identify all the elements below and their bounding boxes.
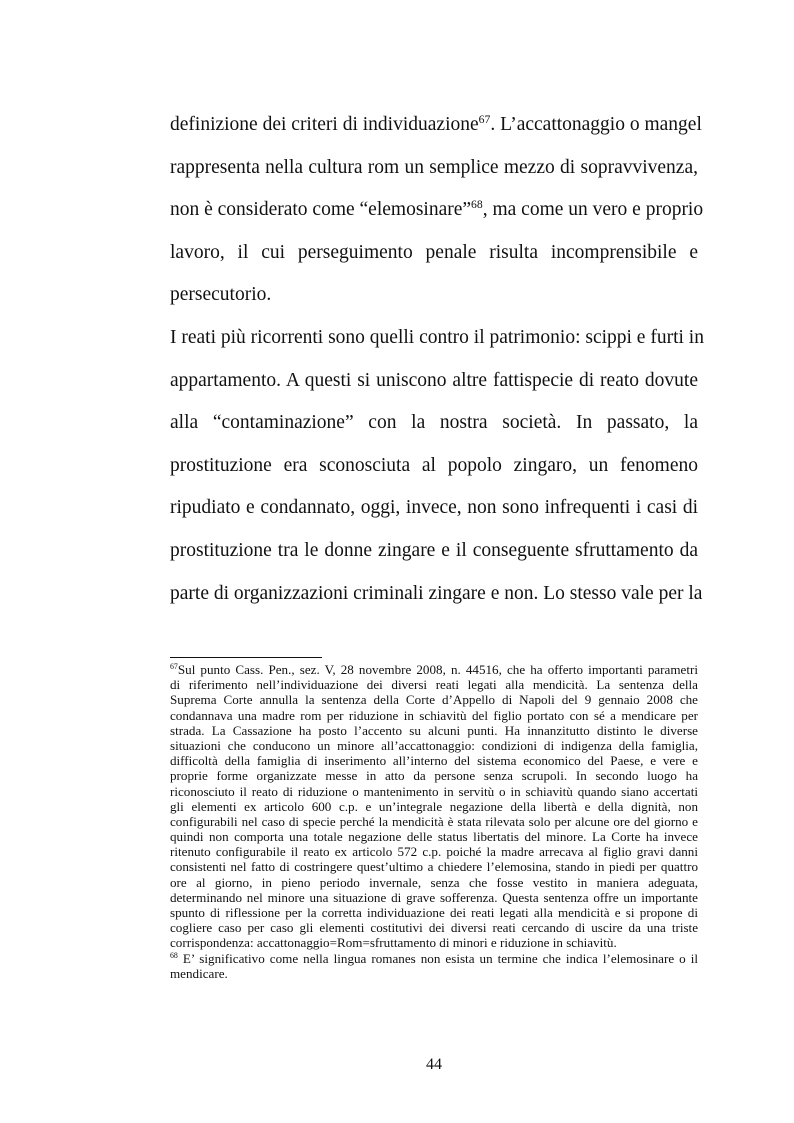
body-line-5: persecutorio. [170, 284, 272, 306]
footnote-67-line: gli elementi ex articolo 600 c.p. e un’integrale negazione della libertà e della dignità, non [170, 798, 698, 814]
body-line-6: I reati più ricorrenti sono quelli contro il patrimonio: scippi e furti in [170, 326, 704, 348]
footnote-ref-68[interactable]: 68 [471, 198, 483, 212]
main-text [170, 104, 704, 615]
footnote-68-line: mendicare. [170, 965, 228, 981]
footnote-67-line: corrispondenza: accattonaggio=Rom=sfruttamento di minori e riduzione in schiavitù. [170, 935, 617, 951]
page-number: 44 [426, 1056, 442, 1073]
footnote-68-line [170, 951, 698, 966]
footnote-67-line: cogliere caso per caso gli elementi costitutivi dei diversi reati cercando di uscire da una triste [170, 920, 698, 936]
body-line-10: ripudiato e condannato, oggi, invece, non sono infrequenti i casi di [170, 497, 698, 519]
footnote-67-line: di riferimento nell’individuazione dei diversi reati legati alla mendicità. La sentenza della [170, 677, 698, 693]
footnote-67-line: configurabili nel caso di specie perché la mendicità è stata rilevata solo per alcune ore del giorno e [170, 813, 698, 829]
footnote-67-line: ore al giorno, in pieno periodo invernale, senza che fosse vestito in maniera adeguata, [170, 874, 698, 890]
body-line-7: appartamento. A questi si uniscono altre fattispecie di reato dovute [170, 369, 698, 391]
footnote-67-line: spunto di riflessione per la corretta individuazione dei reati legati alla mendicità e si propone di [170, 905, 698, 920]
body-line-12: parte di organizzazioni criminali zingare e non. Lo stesso vale per la [170, 582, 703, 604]
footnote-67-line: quindi non comporta una totale negazione delle status libertatis del minore. La Corte ha invece [170, 829, 698, 845]
footnote-text: Sul punto Cass. Pen., sez. V, 28 novembre 2008, n. 44516, che ha offerto importanti parametri [177, 662, 698, 677]
text-run: , ma come un vero e proprio [482, 199, 704, 221]
body-line-11: prostituzione tra le donne zingare e il conseguente sfruttamento da [170, 539, 698, 561]
text-run: non è considerato come “elemosinare” [170, 199, 472, 221]
footnote-67-line: ritenuto configurabile il reato ex articolo 572 c.p. poiché la madre arrecava al figlio gravi danni [170, 844, 698, 860]
footnote-67-line: Suprema Corte annulla la sentenza della Corte d’Appello di Napoli del 9 gennaio 2008 che [170, 692, 698, 708]
footnote-67-line: riconosciuto il reato di riduzione o mantenimento in servitù o in schiavitù quando siano accertati [170, 783, 698, 799]
footnote-mark-67: 67 [170, 662, 178, 672]
body-line-9: prostituzione era sconosciuta al popolo zingaro, un fenomeno [170, 454, 698, 476]
footnote-67-line: consistenti nel fatto di costringere quest’ultimo a chiedere l’elemosina, stando in piedi per quattro [170, 859, 698, 875]
body-line-2: rappresenta nella cultura rom un semplice mezzo di sopravvivenza, [170, 156, 698, 178]
footnote-text: E’ significativo come nella lingua romanes non esista un termine che indica l’elemosinare o il [177, 950, 698, 966]
footnote-67-line: difficoltà della famiglia di inserimento all’interno del sistema economico del Paese, e vere e [170, 753, 698, 769]
text-run: . L’accattonaggio o mangel [490, 114, 702, 135]
footnote-ref-67[interactable]: 67 [478, 112, 491, 126]
body-line-1 [170, 104, 702, 147]
footnote-67-line: condannava una madre rom per riduzione in schiavitù del figlio portato con sé a mendicare per [170, 707, 698, 723]
footnote-67-line [170, 662, 698, 677]
footnote-67-line: situazioni che conducono un minore all’accattonaggio: condizioni di indigenza della famiglia, [170, 737, 698, 753]
footnote-separator [170, 657, 322, 658]
footnotes [170, 662, 698, 981]
body-line-8: alla “contaminazione” con la nostra società. In passato, la [170, 412, 698, 434]
footnote-67-line: determinando nel minore una situazione di grave sofferenza. Questa sentenza offre un importante [170, 889, 698, 905]
body-line-4: lavoro, il cui perseguimento penale risulta incomprensibile e [170, 241, 698, 263]
body-line-3 [170, 189, 704, 232]
footnote-67-line: proprie forme organizzate messe in atto da persone senza scrupoli. In secondo luogo ha [170, 768, 698, 784]
text-run: definizione dei criteri di individuazione [170, 114, 479, 135]
footnote-mark-68: 68 [170, 950, 178, 960]
footnote-67-line: strada. La Cassazione ha posto l’accento su alcuni punti. Ha innanzitutto distinto le diverse [170, 722, 698, 738]
